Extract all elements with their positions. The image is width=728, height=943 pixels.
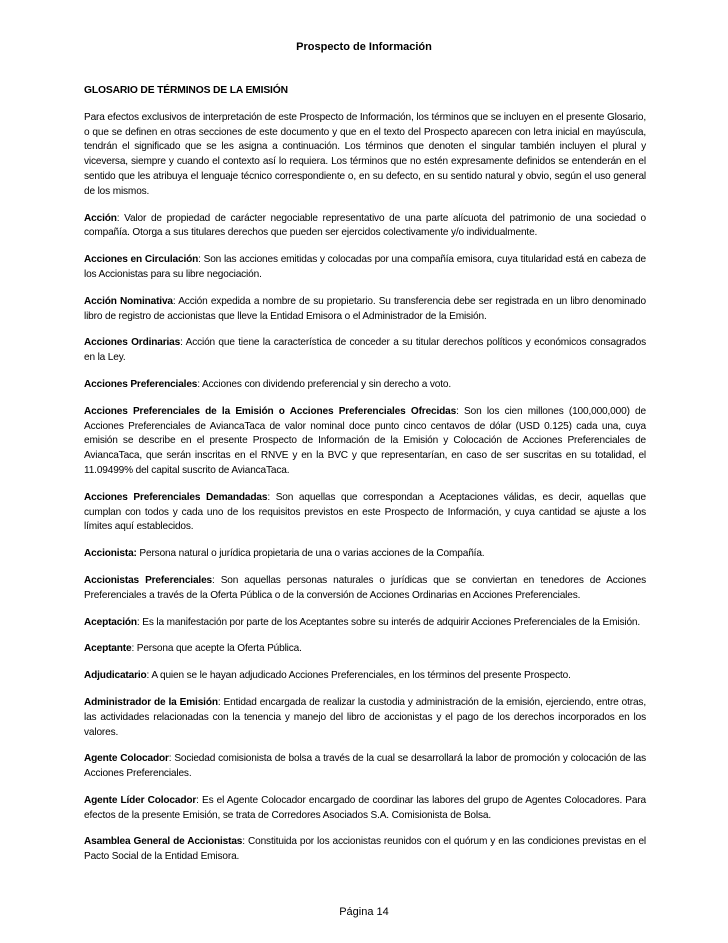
glossary-separator: :: [116, 212, 125, 224]
glossary-definition: Persona natural o jurídica propietaria de una o varias acciones de la Compañía.: [139, 548, 485, 560]
glossary-term: Agente Líder Colocador: [84, 794, 197, 806]
glossary-separator: :: [456, 405, 465, 417]
glossary-term: Accionista:: [84, 548, 137, 560]
glossary-separator: :: [131, 643, 137, 655]
glossary-definition: Acción expedida a nombre de su propietario. Su transferencia debe ser registrada en un libro denominado libro de registro de accionistas que lleve la Entidad Emisora o el Administrador de la Emisión.: [84, 295, 646, 322]
glossary-separator: :: [196, 794, 202, 806]
glossary-entry: [84, 253, 646, 283]
glossary-entry: [84, 669, 646, 684]
glossary-term: Acciones Ordinarias: [84, 337, 181, 349]
glossary-separator: :: [197, 378, 203, 390]
glossary-entry: [84, 696, 646, 740]
glossary-entry: [84, 491, 646, 535]
glossary-term: Acciones Preferenciales de la Emisión o Acciones Preferenciales Ofrecidas: [84, 405, 457, 417]
glossary-term: Acciones en Circulación: [84, 254, 199, 266]
glossary-definition: A quien se le hayan adjudicado Acciones Preferenciales, en los términos del presente Prospecto.: [151, 670, 571, 682]
glossary-definition: Son aquellas que correspondan a Aceptaciones válidas, es decir, aquellas que cumplan con todos y cada uno de los requisitos previstos en este Prospecto de Información, y cuya cantidad se ajuste a los límites aquí establecidos.: [84, 491, 646, 533]
glossary-entry: [84, 835, 646, 865]
glossary-separator: :: [198, 254, 204, 266]
glossary-entry: [84, 295, 646, 325]
glossary-entry: [84, 616, 646, 631]
glossary-term: Acción Nominativa: [84, 295, 173, 307]
glossary-separator: :: [180, 337, 186, 349]
glossary-entry: [84, 547, 646, 562]
glossary-definition: Es el Agente Colocador encargado de coordinar las labores del grupo de Agentes Colocadores. Para efectos de la presente Emisión, se trata de Corredores Asociados S.A. Comisionista de Bolsa.: [84, 794, 647, 821]
glossary-definition: Son los cien millones (100,000,000) de Acciones Preferenciales de AviancaTaca de valor nominal doce punto cinco centavos de dólar (USD 0.125) cada una, cuya emisión se describe en el presente Prospecto de Información de la Emisión y Colocación de Acciones Preferenciales de AviancaTaca, que serán inscritas en el RNVE y en la BVC y que representarían, en caso de ser suscritas en su totalidad, el 11.09499% del capital suscrito de AviancaTaca.: [84, 405, 646, 476]
glossary-definition: Sociedad comisionista de bolsa a través de la cual se desarrollará la labor de promoción y colocación de las Acciones Preferenciales.: [84, 753, 646, 780]
glossary-entry: [84, 336, 646, 366]
glossary-separator: :: [168, 753, 175, 765]
glossary-separator: :: [267, 491, 276, 503]
glossary-term: Acciones Preferenciales Demandadas: [84, 491, 268, 503]
glossary-term: Acción: [84, 212, 117, 224]
glossary-term: Agente Colocador: [84, 753, 169, 765]
glossary-entry: [84, 574, 646, 604]
glossary-separator: :: [212, 574, 221, 586]
glossary-definition: Persona que acepte la Oferta Pública.: [136, 643, 302, 655]
glossary-term: Aceptación: [84, 616, 137, 628]
page-header: Prospecto de Información: [296, 41, 432, 53]
glossary-definition: Valor de propiedad de carácter negociable representativo de una parte alícuota del patrimonio de una sociedad o compañía. Otorga a sus titulares derechos que pueden ser ejercidos colectivamente y/o individualmente.: [84, 212, 646, 239]
glossary-entry: [84, 752, 646, 782]
glossary-separator: :: [146, 670, 152, 682]
glossary-definition: Constituida por los accionistas reunidos con el quórum y en las condiciones previstas en el Pacto Social de la Entidad Emisora.: [84, 836, 646, 863]
glossary-term: Asamblea General de Accionistas: [84, 836, 243, 848]
glossary-entry: [84, 405, 646, 479]
glossary-separator: :: [172, 295, 179, 307]
glossary-definition: Son las acciones emitidas y colocadas por una compañía emisora, cuya titularidad está en cabeza de los Accionistas para su libre negociación.: [84, 254, 646, 280]
glossary-section: [84, 84, 646, 877]
glossary-definition: Son aquellas personas naturales o jurídicas que se conviertan en tenedores de Acciones Preferenciales a través de la Oferta Pública o de la conversión de Acciones Ordinarias en Acciones Preferenciales.: [84, 574, 646, 601]
glossary-separator: :: [242, 836, 248, 848]
glossary-separator: :: [217, 696, 224, 708]
glossary-term: Aceptante: [84, 643, 132, 655]
glossary-definition: Es la manifestación por parte de los Aceptantes sobre su interés de adquirir Acciones Preferenciales de la Emisión.: [142, 616, 641, 628]
glossary-term: Acciones Preferenciales: [84, 378, 198, 390]
glossary-entry: [84, 794, 646, 824]
glossary-entry: [84, 642, 646, 657]
glossary-title: GLOSARIO DE TÉRMINOS DE LA EMISIÓN: [84, 85, 288, 96]
glossary-separator: :: [136, 616, 143, 628]
glossary-intro: Para efectos exclusivos de interpretación de este Prospecto de Información, los términos que se incluyen en el presente Glosario, o que se definen en otras secciones de este documento y que en el texto del Prospecto aparecen con letra inicial en mayúscula, tendrán el significado que se les asigna a continuación. Los términos que denoten el singular también incluyen el plural y viceversa, siempre y cuando el contexto así lo requiera. Los términos que no estén expresamente definidos se entenderán en el sentido que les atribuya el lenguaje técnico correspondiente o, en su defecto, en su sentido natural y obvio, según el uso general de los mismos.: [84, 111, 646, 197]
glossary-entry: [84, 212, 646, 242]
glossary-entry: [84, 378, 646, 393]
glossary-term: Adjudicatario: [84, 670, 147, 682]
glossary-term: Accionistas Preferenciales: [84, 574, 212, 586]
glossary-entries: [84, 212, 646, 866]
glossary-definition: Entidad encargada de realizar la custodia y administración de la emisión, ejerciendo, entre otras, las actividades relacionadas con la tenencia y manejo del libro de accionistas y el pago de los derechos incorporados en los valores.: [84, 696, 646, 738]
glossary-definition: Acción que tiene la característica de conceder a su titular derechos políticos y económicos consagrados en la Ley.: [84, 337, 646, 364]
page-number: Página 14: [339, 906, 389, 918]
glossary-definition: Acciones con dividendo preferencial y sin derecho a voto.: [202, 378, 452, 390]
glossary-term: Administrador de la Emisión: [84, 696, 218, 708]
